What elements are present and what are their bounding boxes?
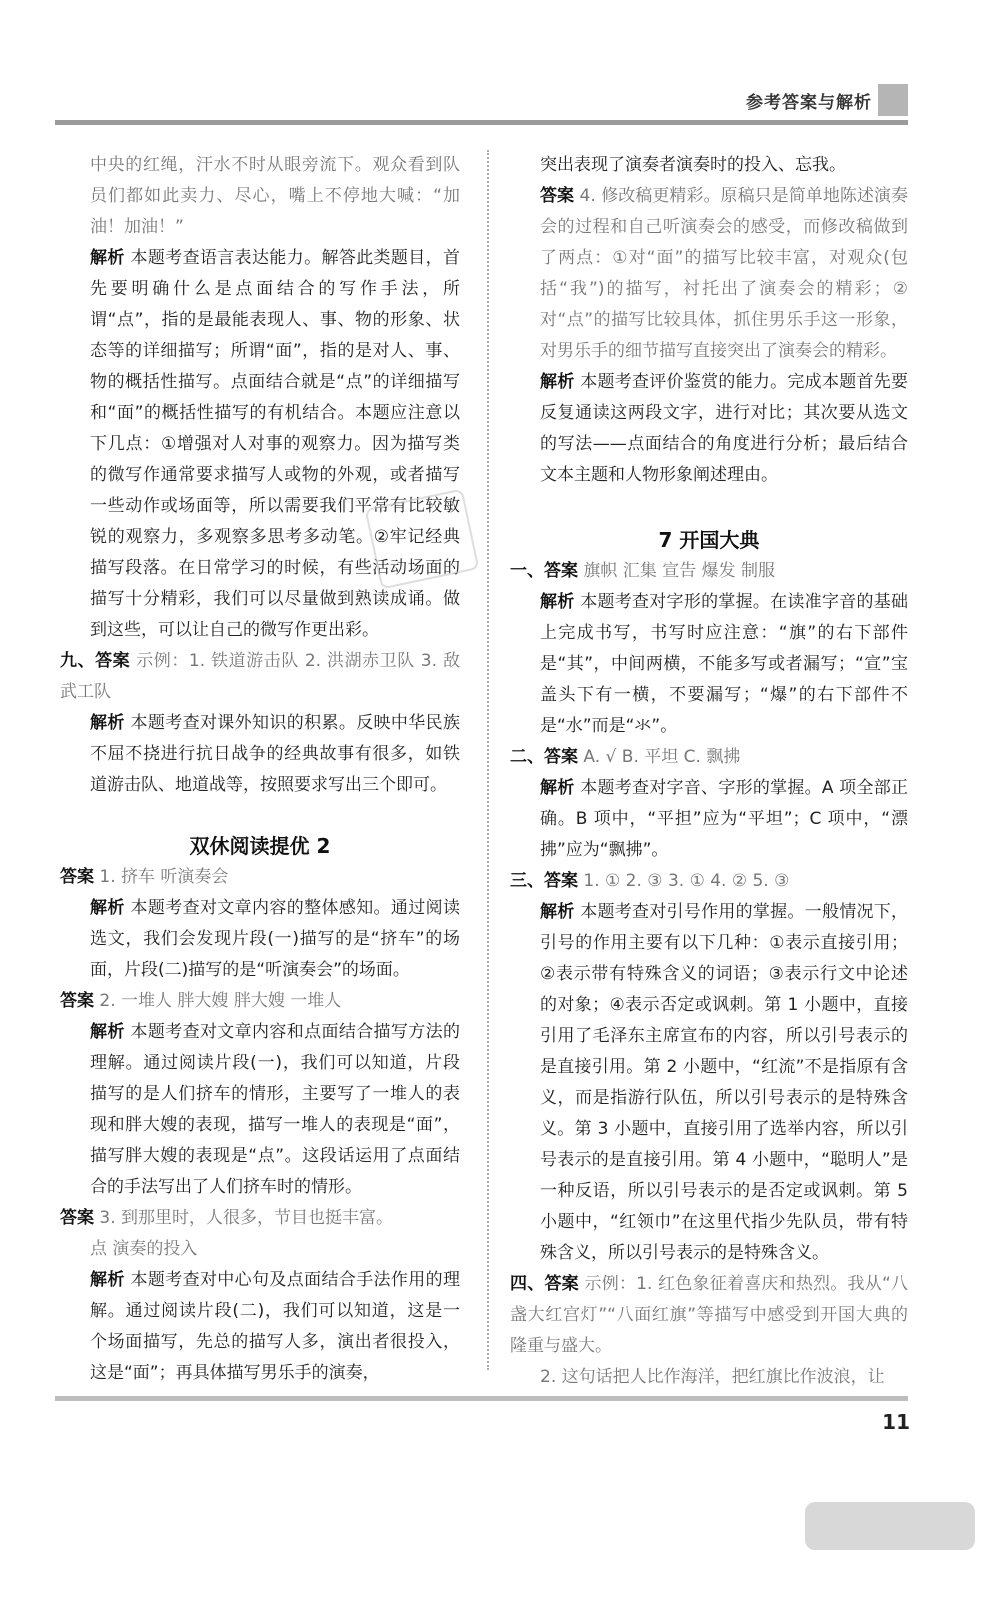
answer-label: 答案	[544, 871, 578, 891]
section-title-lesson-7: 7 开国大典	[658, 528, 760, 552]
l7-q1-analysis	[510, 587, 908, 742]
s2-analysis-4	[510, 367, 908, 491]
analysis-label: 解析	[540, 592, 575, 612]
answer-text: 旗帜 汇集 宣告 爆发 制服	[583, 561, 776, 581]
answer-label: 答案	[544, 1274, 579, 1294]
analysis-text: 本题考查对字形的掌握。在读准字音的基础上完成书写，书写时应注意：“旗”的右下部件是“其”，中间两横，不能多写或者漏写；“宣”宝盖头下有一横，不要漏写；“爆”的右下部件不是“水”而是“氺”。	[540, 592, 909, 736]
section-title-reading-2: 双休阅读提优 2	[189, 834, 331, 858]
s2-answer-3-line2: 点 演奏的投入	[90, 1239, 198, 1259]
l7-q4-answer	[510, 1269, 908, 1362]
column-divider	[487, 150, 489, 1370]
analysis-label: 解析	[90, 248, 125, 268]
answer-label: 答案	[60, 1208, 94, 1228]
analysis-label: 解析	[90, 1022, 125, 1042]
left-continued-text: 中央的红绳，汗水不时从眼旁流下。观众看到队员们都如此卖力、尽心，嘴上不停地大喊：“加油！加油！”	[90, 155, 460, 237]
s2-analysis-2	[60, 1017, 460, 1203]
analysis-text: 本题考查对文章内容和点面结合描写方法的理解。通过阅读片段(一)，我们可以知道，片段描写的是人们挤车的情形，主要写了一堆人的表现和胖大嫂的表现，描写一堆人的表现是“面”，描写胖大嫂的表现是“点”。这段话运用了点面结合的手法写出了人们挤车时的情形。	[90, 1022, 461, 1197]
answer-label: 答案	[60, 867, 94, 887]
analysis-text: 本题考查对课外知识的积累。反映中华民族不屈不挠进行抗日战争的经典故事有很多，如铁道游击队、地道战等，按照要求写出三个即可。	[90, 713, 461, 795]
question-number: 三、	[510, 871, 544, 891]
analysis-text: 本题考查对中心句及点面结合手法作用的理解。通过阅读片段(二)，我们可以知道，这是一个场面描写，先总的描写人多，演出者很投入，这是“面”；再具体描写男乐手的演奏，	[90, 1270, 461, 1383]
page-number: 11	[882, 1410, 910, 1434]
analysis-text: 本题考查评价鉴赏的能力。完成本题首先要反复通读这两段文字，进行对比；其次要从选文的写法——点面结合的角度进行分析；最后结合文本主题和人物形象阐述理由。	[540, 372, 909, 485]
answer-label: 答案	[540, 186, 575, 206]
left-column	[60, 150, 460, 1389]
answer-label: 答案	[60, 991, 94, 1011]
analysis-label: 解析	[90, 1270, 125, 1290]
answer-text: 4. 修改稿更精彩。原稿只是简单地陈述演奏会的过程和自己听演奏会的感受，而修改稿做到了两点：①对“面”的描写比较丰富，对观众(包括“我”)的描写，衬托出了演奏会的精彩；②对“点”的描写比较具体，抓住男乐手这一形象，对男乐手的细节描写直接突出了演奏会的精彩。	[540, 186, 908, 361]
right-column	[510, 150, 908, 1393]
s2-analysis-3	[60, 1265, 460, 1389]
answer-label: 答案	[95, 651, 131, 671]
question-number: 一、	[510, 561, 544, 581]
analysis-text: 本题考查对字音、字形的掌握。A 项全部正确。B 项中，“平担”应为“平坦”；C 项中，“漂拂”应为“飘拂”。	[540, 778, 908, 860]
answer-text: 1. 挤车 听演奏会	[99, 867, 229, 887]
l7-q2-answer	[510, 742, 908, 773]
answer-text: 示例：1. 铁道游击队 2. 洪湖赤卫队 3. 敌武工队	[60, 651, 460, 702]
l7-q4-answer-line2: 2. 这句话把人比作海洋，把红旗比作波浪，让	[540, 1367, 885, 1387]
analysis-label: 解析	[540, 902, 575, 922]
header-title: 参考答案与解析	[746, 93, 872, 113]
s2-answer-1	[60, 862, 460, 893]
answer-label: 答案	[544, 561, 578, 581]
question-number: 四、	[510, 1274, 545, 1294]
analysis-label: 解析	[90, 898, 125, 918]
l7-q1-answer	[510, 556, 908, 587]
answer-text: 2. 一堆人 胖大嫂 胖大嫂 一堆人	[99, 991, 342, 1011]
question-number: 九、	[60, 651, 96, 671]
answer-text: 3. 到那里时，人很多，节目也挺丰富。	[99, 1208, 394, 1228]
q9-answer	[60, 646, 460, 708]
s2-answer-3	[60, 1203, 460, 1234]
right-continued-text: 突出表现了演奏者演奏时的投入、忘我。	[540, 155, 846, 175]
analysis-label: 解析	[90, 713, 125, 733]
analysis-text: 本题考查对文章内容的整体感知。通过阅读选文，我们会发现片段(一)描写的是“挤车”的场面，片段(二)描写的是“听演奏会”的场面。	[90, 898, 461, 980]
s2-answer-4	[510, 181, 908, 367]
answer-text: 示例：1. 红色象征着喜庆和热烈。我从“八盏大红宫灯”“八面红旗”等描写中感受到开国大典的隆重与盛大。	[510, 1274, 909, 1356]
footer-divider	[55, 1396, 908, 1401]
header-divider	[55, 120, 908, 125]
s2-answer-2	[60, 986, 460, 1017]
answer-text: A. √ B. 平坦 C. 飘拂	[583, 747, 741, 767]
header-tab-block	[878, 84, 908, 116]
l7-q3-analysis	[510, 897, 908, 1269]
l7-q3-answer	[510, 866, 908, 897]
analysis-text: 本题考查语言表达能力。解答此类题目，首先要明确什么是点面结合的写作手法，所谓“点”，指的是最能表现人、事、物的形象、状态等的详细描写；所谓“面”，指的是对人、事、物的概括性描写。点面结合就是“点”的详细描写和“面”的概括性描写的有机结合。本题应注意以下几点：①增强对人对事的观察力。因为描写类的微写作通常要求描写人或物的外观，或者描写一些动作或场面等，所以需要我们平常有比较敏锐的观察力，多观察多思考多动笔。②牢记经典描写段落。在日常学习的时候，有些活动场面的描写十分精彩，我们可以尽量做到熟读成诵。做到这些，可以让自己的微写作更出彩。	[90, 248, 461, 640]
analysis-label: 解析	[540, 372, 575, 392]
analysis-label: 解析	[540, 778, 575, 798]
s2-analysis-1	[60, 893, 460, 986]
analysis-text: 本题考查对引号作用的掌握。一般情况下，引号的作用主要有以下几种：①表示直接引用；②表示带有特殊含义的词语；③表示行文中论述的对象；④表示否定或讽刺。第 1 小题中，直接引用了毛泽东主席宣布的内容，所以引号表示的是直接引用。第 2 小题中，“红流”不是指原有含义，而是指游行队伍，所以引号表示的是特殊含义。第 3 小题中，直接引用了选举内容，所以引号表示的是直接引用。第 4 小题中，“聪明人”是一种反语，所以引号表示的是否定或讽刺。第 5 小题中，“红领巾”在这里代指少先队员，带有特殊含义，所以引号表示的是特殊含义。	[540, 902, 909, 1263]
l7-q2-analysis	[510, 773, 908, 866]
watermark-logo	[805, 1502, 975, 1550]
question-number: 二、	[510, 747, 544, 767]
answer-text: 1. ① 2. ③ 3. ① 4. ② 5. ③	[583, 871, 790, 891]
answer-label: 答案	[544, 747, 578, 767]
q9-analysis	[60, 708, 460, 801]
